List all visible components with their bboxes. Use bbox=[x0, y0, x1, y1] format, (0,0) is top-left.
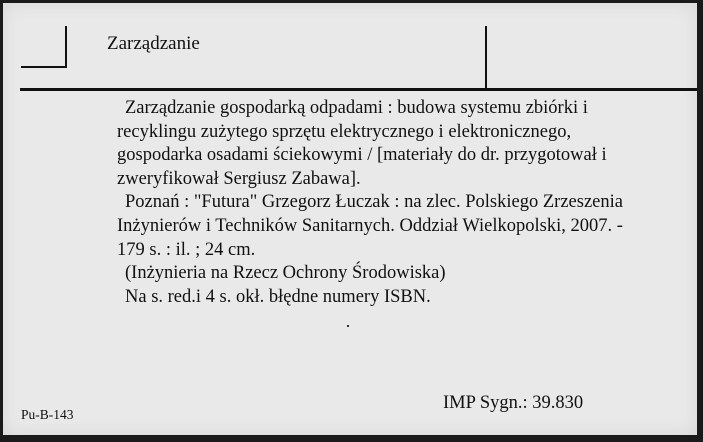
heading-divider bbox=[485, 26, 487, 90]
library-code: Pu-B-143 bbox=[21, 407, 74, 422]
heading-bracket-vertical bbox=[65, 26, 67, 68]
subject-heading: Zarządzanie bbox=[107, 33, 200, 54]
imprint-statement: Poznań : "Futura" Grzegorz Łuczak : na zlec. Polskiego Zrzeszenia Inżynierów i Techników Sanitarnych. Oddział Wielkopolski, 2007. - 179 s. : il. ; 24 cm. bbox=[117, 192, 623, 260]
series-statement: (Inżynieria na Rzecz Ochrony Środowiska) bbox=[125, 263, 446, 284]
ink-speck bbox=[347, 325, 349, 327]
heading-rule bbox=[20, 88, 697, 91]
note-statement: Na s. red.i 4 s. okł. błędne numery ISBN. bbox=[125, 286, 431, 307]
catalog-card bbox=[3, 3, 697, 435]
call-number: IMP Sygn.: 39.830 bbox=[443, 393, 584, 413]
card-body bbox=[117, 97, 637, 309]
title-statement: Zarządzanie gospodarką odpadami : budowa systemu zbiórki i recyklingu zużytego sprzętu elektrycznego i elektronicznego, gospodarka osadami ściekowymi / [materiały do dr. przygotował i zweryfikował Sergiusz Zabawa]. bbox=[117, 98, 607, 189]
heading-bracket-horizontal bbox=[21, 66, 67, 68]
